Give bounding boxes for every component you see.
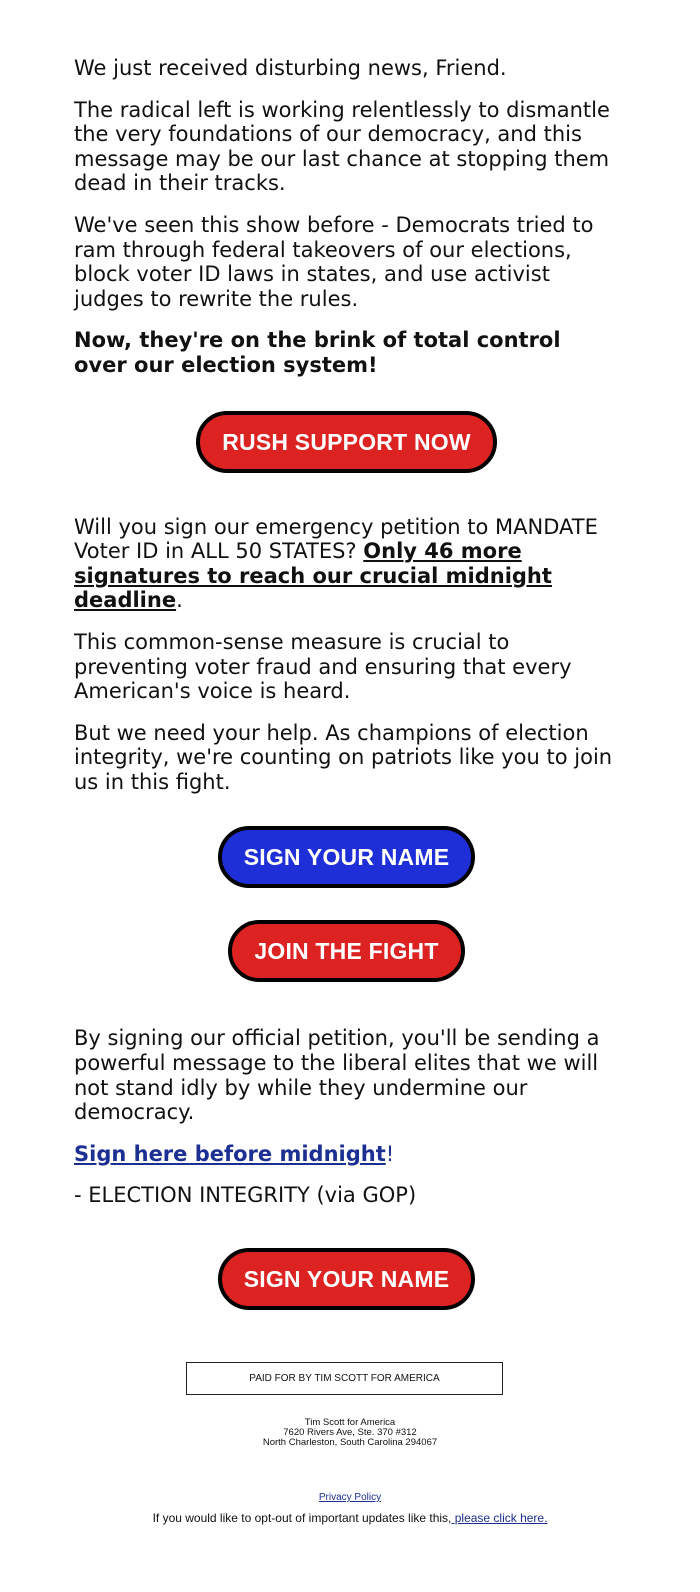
join-fight-row xyxy=(74,920,619,982)
address-line-2: North Charleston, South Carolina 294067 xyxy=(262,1437,438,1448)
paragraph-need-help: But we need your help. As champions of election integrity, we're counting on patriots like you to join us in this fight. xyxy=(74,720,613,794)
address-line-1: 7620 Rivers Ave, Ste. 370 #312 xyxy=(283,1427,417,1438)
rush-support-row xyxy=(74,411,619,473)
privacy-policy-link[interactable]: Privacy Policy xyxy=(318,1492,382,1503)
email-body xyxy=(74,56,619,1355)
join-the-fight-button[interactable]: JOIN THE FIGHT xyxy=(228,920,464,982)
sign-name-blue-row xyxy=(74,826,619,888)
paid-for-box: PAID FOR BY TIM SCOTT FOR AMERICA xyxy=(186,1362,503,1395)
paragraph-petition xyxy=(74,515,619,613)
paragraph-official-petition: By signing our official petition, you'll be sending a powerful message to the liberal elites that we will not stand idly by while they undermine our democracy. xyxy=(74,1026,600,1125)
sign-name-red-row xyxy=(74,1248,619,1310)
rush-support-button[interactable]: RUSH SUPPORT NOW xyxy=(196,411,497,473)
paragraph-show-before: We've seen this show before - Democrats tried to ram through federal takeovers of our elections, block voter ID laws in states, and use activist judges to rewrite the rules. xyxy=(74,212,594,311)
optout-link[interactable]: please click here. xyxy=(451,1511,548,1525)
org-name: Tim Scott for America xyxy=(304,1417,396,1428)
paragraph-radical-left: The radical left is working relentlessly to dismantle the very foundations of our democracy, and this message may be our last chance at stopping them dead in their tracks. xyxy=(74,97,610,196)
sign-your-name-button-blue[interactable]: SIGN YOUR NAME xyxy=(218,826,476,888)
sign-here-link[interactable]: Sign here before midnight xyxy=(74,1141,386,1166)
sign-your-name-button-red[interactable]: SIGN YOUR NAME xyxy=(218,1248,476,1310)
optout-text: If you would like to opt-out of important updates like this, xyxy=(152,1511,452,1525)
paragraph-common-sense: This common-sense measure is crucial to preventing voter fraud and ensuring that every American's voice is heard. xyxy=(74,629,572,704)
sign-here-line xyxy=(74,1142,619,1167)
greeting: We just received disturbing news, Friend. xyxy=(74,56,507,80)
paragraph-total-control: Now, they're on the brink of total control over our election system! xyxy=(74,328,561,377)
petition-end: . xyxy=(176,588,183,613)
mailing-address xyxy=(0,1418,700,1448)
privacy-row xyxy=(0,1492,700,1503)
petition-deadline-link[interactable]: Only 46 more signatures to reach our crucial midnight deadline xyxy=(74,539,552,613)
petition-intro: Will you sign our emergency petition to MANDATE Voter ID in ALL 50 STATES? xyxy=(74,514,598,564)
sign-here-exclamation: ! xyxy=(385,1141,395,1166)
optout-row xyxy=(0,1511,700,1525)
signature: - ELECTION INTEGRITY (via GOP) xyxy=(74,1183,417,1208)
